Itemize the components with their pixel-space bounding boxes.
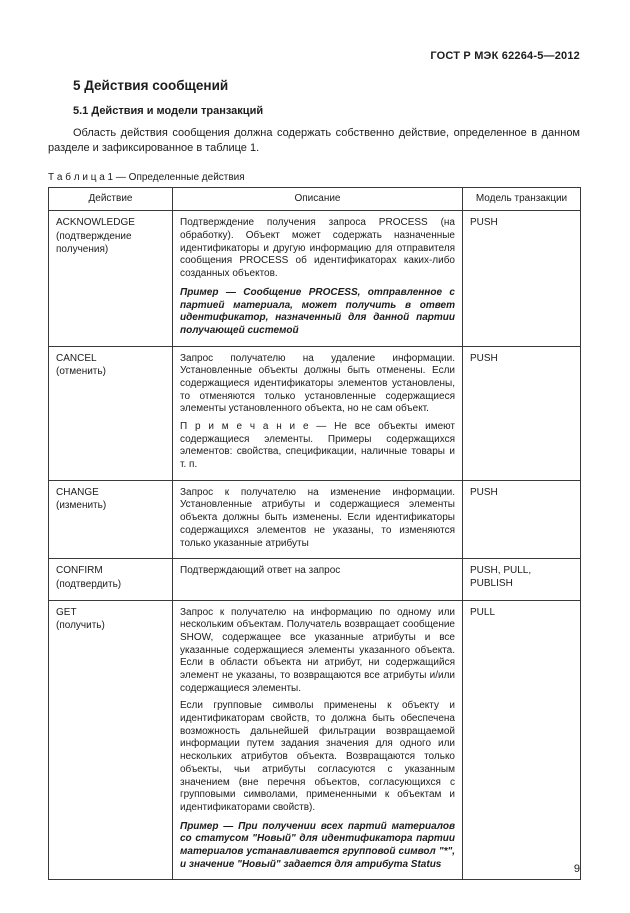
transaction-model-cell: PUSH bbox=[463, 211, 581, 346]
description-cell bbox=[173, 211, 463, 346]
table-row bbox=[49, 346, 581, 480]
action-name: CANCEL bbox=[56, 352, 97, 364]
action-cell bbox=[49, 480, 173, 558]
action-cell bbox=[49, 559, 173, 600]
action-cell bbox=[49, 211, 173, 346]
column-header-transaction-model: Модель транзакции bbox=[463, 187, 581, 211]
action-note: (получить) bbox=[56, 620, 105, 632]
table-caption: Т а б л и ц а 1 — Определенные действия bbox=[48, 171, 245, 183]
description-paragraph: Пример — Сообщение PROCESS, отправленное с партией материала, может получить в ответ идентификатор, назначенный для данной партии получающей системой bbox=[180, 286, 455, 336]
action-name: CHANGE bbox=[56, 486, 99, 498]
description-cell bbox=[173, 346, 463, 480]
table-row bbox=[49, 211, 581, 346]
column-header-action: Действие bbox=[49, 187, 173, 211]
table-row bbox=[49, 559, 581, 600]
table-header-row bbox=[49, 187, 581, 211]
action-cell bbox=[49, 346, 173, 480]
transaction-model-cell: PUSH bbox=[463, 346, 581, 480]
description-paragraph: Если групповые символы применены к объекту и идентификаторам свойств, то должна быть обеспечена возможность дальнейшей фильтрации возвращаемой информации путем задания значения для одного или нескольких атрибутов объекта. Возвращаются только объекты, чьи атрибуты согласуются с указанным значением (вне перечня объектов, согласующихся с групповыми символами, примененными к объектам и идентификаторами свойств). bbox=[180, 700, 455, 813]
action-note: (отменить) bbox=[56, 366, 106, 378]
table-row bbox=[49, 600, 581, 880]
action-name: GET bbox=[56, 606, 77, 618]
action-cell bbox=[49, 600, 173, 880]
description-paragraph: П р и м е ч а н и е — Не все объекты имеют содержащиеся элементы. Примеры содержащихся элементов: свойства, спецификации, наличные товары и т. п. bbox=[180, 421, 455, 471]
table-row bbox=[49, 480, 581, 558]
action-name: ACKNOWLEDGE bbox=[56, 217, 135, 229]
description-cell bbox=[173, 480, 463, 558]
action-note: (подтвердить) bbox=[56, 578, 122, 590]
actions-table-body bbox=[49, 211, 581, 880]
transaction-model-cell: PUSH, PULL, PUBLISH bbox=[463, 559, 581, 600]
description-paragraph: Запрос к получателю на изменение информации. Установленные атрибуты и содержащиеся элементы объекта должны быть изменены. Если идентификаторы содержащихся элементов не указаны, то изменяются только указанные атрибуты bbox=[180, 486, 455, 549]
column-header-description: Описание bbox=[173, 187, 463, 211]
description-paragraph: Запрос к получателю на информацию по одному или нескольким объектам. Получатель возвращает сообщение SHOW, содержащее все указанные атрибуты и все указанные содержащиеся элементы указанного объекта. Если в области объекта ни атрибут, ни содержащийся элемент не указаны, то возвращаются все атрибуты и/или содержащиеся элементы. bbox=[180, 606, 455, 694]
intro-paragraph: Область действия сообщения должна содержать собственно действие, определенное в данном разделе и зафиксированное в таблице 1. bbox=[48, 127, 580, 154]
actions-table bbox=[48, 187, 581, 881]
description-paragraph: Подтверждающий ответ на запрос bbox=[180, 565, 341, 577]
action-note: (изменить) bbox=[56, 500, 107, 512]
subsection-title: 5.1 Действия и модели транзакций bbox=[73, 105, 264, 117]
description-paragraph: Запрос получателю на удаление информации. Установленные объекты должны быть отменены. Если содержащиеся идентификаторы элементов установлены, то отменяются только установленные содержащиеся элементы установленного объекта, но не сам объект. bbox=[180, 352, 455, 415]
description-paragraph: Пример — При получении всех партий материалов со статусом "Новый" для идентификатора партии материалов устанавливается групповой символ "*", и значение "Новый" задается для атрибута Status bbox=[180, 820, 455, 870]
section-title: 5 Действия сообщений bbox=[73, 78, 229, 93]
description-paragraph: Подтверждение получения запроса PROCESS (на обработку). Объект может содержать назначенные идентификаторы и другую информацию для отправителя сообщения PROCESS об идентификаторах каких-либо созданных объектов. bbox=[180, 217, 455, 280]
doc-code: ГОСТ Р МЭК 62264-5—2012 bbox=[430, 50, 580, 62]
description-cell bbox=[173, 559, 463, 600]
page-number: 9 bbox=[573, 863, 580, 875]
description-cell bbox=[173, 600, 463, 880]
transaction-model-cell: PUSH bbox=[463, 480, 581, 558]
document-header bbox=[48, 50, 580, 62]
action-note: (подтверждение получения) bbox=[56, 231, 132, 255]
transaction-model-cell: PULL bbox=[463, 600, 581, 880]
action-name: CONFIRM bbox=[56, 565, 103, 577]
